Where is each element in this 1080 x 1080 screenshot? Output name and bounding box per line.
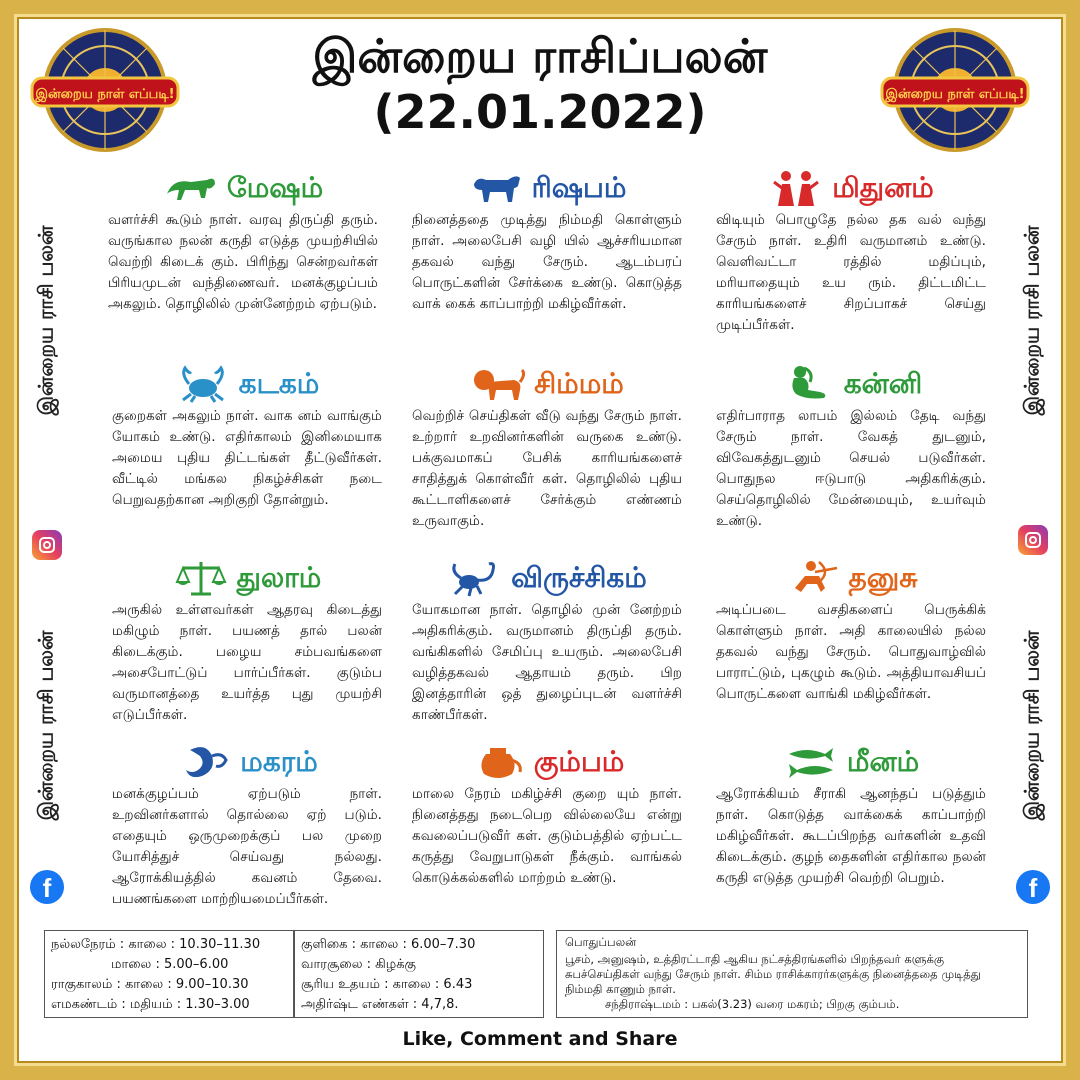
sign-name: கும்பம் — [533, 745, 625, 778]
sign-card-meenam — [716, 740, 986, 889]
sign-prediction: எதிர்பாராத லாபம் இல்லம் தேடி வந்து சேரும் நாள். வேகத் துடனும், விவேகத்துடனும் செயல் படுவீர்கள். பொதுநல ஈடுபாடு அதிகரிக்கும். செய்தொழிலில் மேன்மையும், உயர்வும் உண்டு. — [716, 408, 986, 529]
sign-card-magaram — [112, 740, 382, 910]
archer-icon — [785, 558, 841, 598]
lion-icon — [470, 364, 526, 404]
general-title: பொதுப்பலன் — [565, 935, 637, 949]
divider — [293, 931, 295, 1017]
sign-name: ரிஷபம் — [531, 171, 627, 204]
right-sidebar — [1008, 80, 1058, 1000]
sign-prediction: அடிப்படை வசதிகளைப் பெருக்கிக் கொள்ளும் நாள். அதி காலையில் நல்ல தகவல் வந்து சேரும். பொதுவாழ்வில் பாராட்டும், புகழும் கூடும். அத்தியாவசியப் பொருட்களை வாங்கி மகிழ்வீர்கள். — [716, 602, 986, 702]
sign-card-rishabam — [412, 166, 682, 315]
scorpion-icon — [447, 558, 503, 598]
sign-prediction: வளர்ச்சி கூடும் நாள். வரவு திருப்தி தரும். வருங்கால நலன் கருதி எடுத்த முயற்சியில் வெற்றி கிடைக் கும். பிரிந்து சென்றவர்கள் பிரியமுடன் வந்திணைவர். மனக்குழப்பம் அகலும். தொழிலில் முன்னேற்றம் ஏற்படும். — [108, 212, 378, 312]
facebook-icon[interactable]: f — [30, 870, 64, 904]
side-text-top: இன்றைய ராசி பலன் — [1019, 225, 1044, 415]
logo-text: இன்றைய நாள் எப்படி! — [885, 87, 1025, 102]
maiden-icon — [780, 364, 836, 404]
sign-name: தனுசு — [848, 561, 918, 594]
side-text-bottom: இன்றைய ராசி பலன் — [1019, 630, 1044, 820]
sign-name: துலாம் — [236, 561, 322, 594]
side-text-bottom: இன்றைய ராசி பலன் — [33, 630, 58, 820]
timing-row: குளிகை : காலை : 6.00–7.30 — [301, 937, 476, 952]
fish-icon — [783, 742, 839, 782]
sign-card-kumbam — [412, 740, 682, 889]
page-title — [230, 28, 850, 140]
sign-card-dhanusu — [716, 556, 986, 705]
chandrashtamam: சந்திராஷ்டமம் : பகல்(3.23) வரை மகரம்; பிறகு கும்பம். — [605, 997, 900, 1011]
bull-icon — [468, 168, 524, 208]
timing-row: நல்லநேரம் : காலை : 10.30–11.30 — [51, 937, 261, 952]
timing-row: அதிர்ஷ்ட எண்கள் : 4,7,8. — [301, 997, 459, 1012]
sign-card-viruchigam — [412, 556, 682, 726]
side-text-top: இன்றைய ராசி பலன் — [33, 225, 58, 415]
general-text: பூசம், அனுஷம், உத்திரட்டாதி ஆகிய நட்சத்திரங்களில் பிறந்தவர் களுக்கு சுபச்செய்திகள் வந்து சேரும் நாள். சிம்ம ராசிக்காரர்களுக்கு நினைத்ததை முடித்து நிம்மதி காணும் நாள். — [565, 952, 981, 996]
sign-prediction: விடியும் பொழுதே நல்ல தக வல் வந்து சேரும் நாள். உதிரி வருமானம் உண்டு. வெளிவட்டா ரத்தில் மதிப்பும், மரியாதையும் உய ரும். திட்டமிட்ட காரியங்களைச் சிறப்பாகச் செய்து முடிப்பீர்கள். — [716, 212, 986, 333]
logo-text: இன்றைய நாள் எப்படி! — [35, 87, 175, 102]
water-pot-icon — [470, 742, 526, 782]
instagram-icon[interactable] — [32, 530, 62, 560]
sign-prediction: மாலை நேரம் மகிழ்ச்சி குறை யும் நாள். நினைத்தது நடைபெற வில்லையே என்று கவலைப்படுவீர் கள். குடும்பத்தில் ஏற்பட்ட கருத்து வேறுபாடுகள் நீக்கும். வாங்கல் கொடுக்கல்களில் மாற்றம் உண்டு. — [412, 786, 682, 886]
timing-row: மாலை : 5.00–6.00 — [111, 957, 229, 972]
left-sidebar — [22, 80, 72, 1000]
timing-row: ராகுகாலம் : காலை : 9.00–10.30 — [51, 977, 249, 992]
sign-card-kadagam — [112, 362, 382, 511]
sign-prediction: மனக்குழப்பம் ஏற்படும் நாள். உறவினர்களால் தொல்லை ஏற் படும். எதையும் ஒருமுறைக்குப் பல முறை யோசித்துச் செய்வது நல்லது. ஆரோக்கியத்தில் கவனம் தேவை. பயணங்களை மாற்றியமைப்பீர்கள். — [112, 786, 382, 907]
sign-card-thulam — [112, 556, 382, 726]
sign-name: விருச்சிகம் — [511, 561, 647, 594]
sign-name: கன்னி — [843, 367, 923, 400]
sign-prediction: அருகில் உள்ளவர்கள் ஆதரவு கிடைத்து மகிழும் நாள். பயணத் தால் பலன் கிடைக்கும். பழைய சம்பவங்களை அசைபோட்டுப் பார்ப்பீர்கள். குடும்ப வருமானத்தை உயர்த்த புது முயற்சி எடுப்பீர்கள். — [112, 602, 382, 723]
sea-goat-icon — [176, 742, 232, 782]
sign-prediction: குறைகள் அகலும் நாள். வாக னம் வாங்கும் யோகம் உண்டு. எதிர்காலம் இனிமையாக அமைய புதிய திட்டங்கள் தீட்டுவீர்கள். வீட்டில் மங்கல நிகழ்ச்சிகள் நடை பெறுவதற்கான அறிகுறி தோன்றும். — [112, 408, 382, 508]
sign-prediction: வெற்றிச் செய்திகள் வீடு வந்து சேரும் நாள். உற்றார் உறவினர்களின் வருகை உண்டு. பக்குவமாகப் பேசிக் காரியங்களைச் சாதித்துக் கொள்வீர் கள். தொழிலில் புதிய கூட்டாளிகளைச் சேர்க்கும் எண்ணம் உருவாகும். — [412, 408, 682, 529]
sign-name: மிதுனம் — [832, 171, 934, 204]
scales-icon — [173, 558, 229, 598]
sign-name: கடகம் — [238, 367, 320, 400]
facebook-icon[interactable]: f — [1016, 870, 1050, 904]
timings-right-column — [301, 935, 475, 1015]
sign-prediction: நினைத்ததை முடித்து நிம்மதி கொள்ளும் நாள். அலைபேசி வழி யில் ஆச்சரியமான தகவல் வந்து சேரும். ஆடம்பரப் பொருட்களின் சேர்க்கை உண்டு. கொடுத்த வாக் கைக் காப்பாற்றி மகிழ்வீர்கள். — [412, 212, 682, 312]
instagram-icon[interactable] — [1018, 525, 1048, 555]
sign-name: சிம்மம் — [534, 367, 624, 400]
title-date: (22.01.2022) — [373, 85, 707, 139]
timing-row: சூரிய உதயம் : காலை : 6.43 — [301, 977, 473, 992]
sign-name: மீனம் — [846, 745, 920, 778]
sign-card-kanni — [716, 362, 986, 532]
footer-cta: Like, Comment and Share — [402, 1028, 678, 1050]
sign-prediction: ஆரோக்கியம் சீராகி ஆனந்தப் படுத்தும் நாள். கொடுத்த வாக்கைக் காப்பாற்றி மகிழ்வீர்கள். கூடப்பிறந்த வர்களின் உதவி கிடைக்கும். குழந் தைகளின் எதிர்கால நலன் கருதி எடுத்த முயற்சி வெற்றி பெறும். — [716, 786, 986, 886]
twins-icon — [768, 168, 824, 208]
title-line-1: இன்றைய ராசிப்பலன் — [312, 29, 768, 83]
sign-card-mithunam — [716, 166, 986, 336]
timing-row: வாரசூலை : கிழக்கு — [301, 957, 417, 972]
sign-name: மேஷம் — [226, 171, 324, 204]
timings-left-column — [51, 935, 260, 1015]
crab-icon — [175, 364, 231, 404]
sign-prediction: யோகமான நாள். தொழில் முன் னேற்றம் அதிகரிக்கும். வருமானம் திருப்தி தரும். வங்கிகளில் சேமிப்பு உயரும். அலைபேசி வழித்தகவல் ஆதாயம் தரும். பிற இனத்தாரின் ஒத் துழைப்புடன் வளர்ச்சி காண்பீர்கள். — [412, 602, 682, 723]
ram-icon — [163, 168, 219, 208]
sign-name: மகரம் — [240, 745, 318, 778]
timing-row: எமகண்டம் : மதியம் : 1.30–3.00 — [51, 997, 250, 1012]
sign-card-simmam — [412, 362, 682, 532]
general-prediction-box — [556, 930, 1028, 1018]
sign-card-mesham — [108, 166, 378, 315]
timings-box — [44, 930, 544, 1018]
